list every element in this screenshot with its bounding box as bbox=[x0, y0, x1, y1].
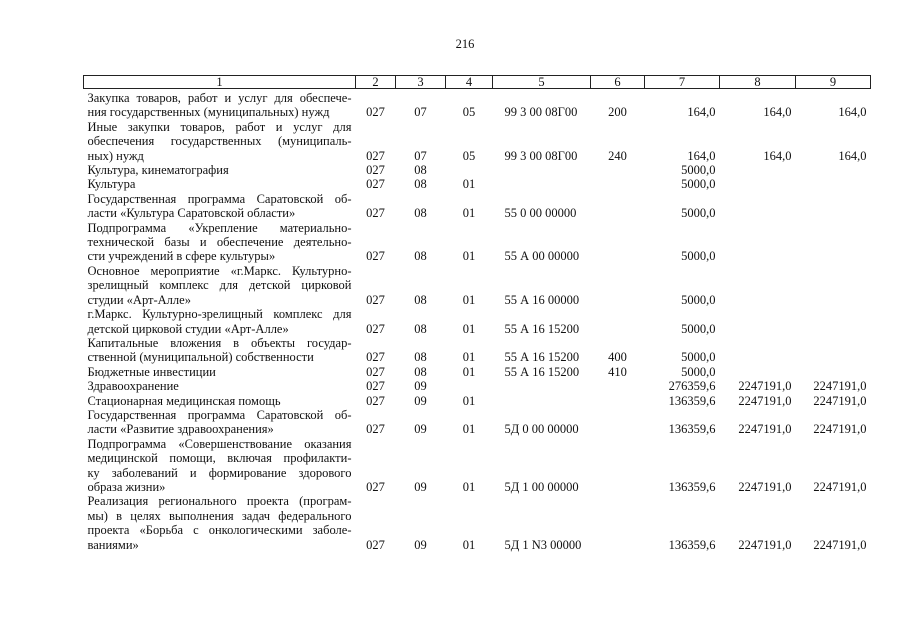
amount-col9 bbox=[796, 365, 871, 379]
amount-col8: 164,0 bbox=[763, 148, 792, 163]
section-code: 08 bbox=[414, 177, 427, 192]
section-code: 08 bbox=[414, 350, 427, 365]
header-cell: 5 bbox=[493, 76, 591, 89]
header-cell: 3 bbox=[396, 76, 446, 89]
description-line: Реализация регионального проекта (програм- bbox=[87, 494, 352, 509]
description-line: Иные закупки товаров, работ и услуг для bbox=[87, 119, 352, 134]
description-line: студии «Арт-Алле» bbox=[87, 292, 191, 307]
target-article-code: 5Д 1 N3 00000 bbox=[504, 537, 582, 552]
admin-code: 027 bbox=[366, 249, 385, 264]
amount-col8 bbox=[720, 307, 796, 336]
amount-col8: 2247191,0 bbox=[738, 379, 792, 394]
expense-type-code bbox=[591, 163, 645, 177]
row-description bbox=[84, 120, 356, 163]
amount-col9: 2247191,0 bbox=[813, 479, 867, 494]
amount-col9 bbox=[796, 264, 871, 307]
description-line: Стационарная медицинская помощь bbox=[87, 393, 281, 408]
row-description bbox=[84, 336, 356, 365]
description-line: Подпрограмма «Укрепление материально- bbox=[87, 220, 352, 235]
admin-code: 027 bbox=[366, 292, 385, 307]
row-description bbox=[84, 394, 356, 408]
target-article-code: 5Д 1 00 00000 bbox=[504, 479, 579, 494]
amount-col9 bbox=[796, 163, 871, 177]
section-code: 07 bbox=[414, 105, 427, 120]
row-description bbox=[84, 307, 356, 336]
amount-col8 bbox=[720, 163, 796, 177]
row-description bbox=[84, 437, 356, 495]
description-line: ласти «Культура Саратовской области» bbox=[87, 206, 296, 221]
table-row bbox=[84, 437, 871, 495]
subsection-code: 01 bbox=[462, 177, 476, 192]
amount-col8: 164,0 bbox=[763, 105, 792, 120]
budget-table bbox=[83, 75, 871, 552]
target-article-code bbox=[493, 394, 591, 408]
description-line: Государственная программа Саратовской об- bbox=[87, 407, 352, 422]
table-row bbox=[84, 365, 871, 379]
amount-col7: 5000,0 bbox=[681, 350, 716, 365]
table-row bbox=[84, 379, 871, 393]
expense-type-code: 240 bbox=[608, 148, 627, 163]
description-line: ния государственных (муниципальных) нужд bbox=[87, 105, 330, 120]
amount-col9: 2247191,0 bbox=[813, 379, 867, 394]
admin-code: 027 bbox=[366, 163, 385, 178]
expense-type-code bbox=[591, 221, 645, 264]
table-row bbox=[84, 264, 871, 307]
description-line: ку заболеваний и формирование здорового bbox=[87, 465, 352, 480]
target-article-code bbox=[493, 177, 591, 191]
subsection-code: 01 bbox=[462, 537, 476, 552]
section-code: 08 bbox=[414, 206, 427, 221]
row-description bbox=[84, 177, 356, 191]
row-description bbox=[84, 264, 356, 307]
description-line: детской цирковой студии «Арт-Алле» bbox=[87, 321, 289, 336]
subsection-code: 01 bbox=[462, 364, 476, 379]
description-line: Культура, кинематография bbox=[87, 163, 229, 178]
amount-col8 bbox=[720, 221, 796, 264]
row-description bbox=[84, 494, 356, 552]
expense-type-code bbox=[591, 177, 645, 191]
expense-type-code bbox=[591, 437, 645, 495]
description-line: медицинской помощи, включая профилакти- bbox=[87, 451, 352, 466]
description-line: обеспечения государственных (муниципаль- bbox=[87, 134, 352, 149]
amount-col7: 5000,0 bbox=[681, 206, 716, 221]
target-article-code: 55 А 16 15200 bbox=[504, 321, 580, 336]
amount-col8: 2247191,0 bbox=[738, 537, 792, 552]
description-line: проекта «Борьба с онкологическими заболе- bbox=[87, 523, 352, 538]
amount-col8: 2247191,0 bbox=[738, 422, 792, 437]
target-article-code: 99 3 00 08Г00 bbox=[504, 105, 578, 120]
header-cell: 1 bbox=[84, 76, 356, 89]
amount-col8 bbox=[720, 365, 796, 379]
subsection-code bbox=[446, 379, 493, 393]
table-row bbox=[84, 336, 871, 365]
amount-col8: 2247191,0 bbox=[738, 479, 792, 494]
row-description bbox=[84, 408, 356, 437]
table-row bbox=[84, 177, 871, 191]
subsection-code: 01 bbox=[462, 350, 476, 365]
table-row bbox=[84, 394, 871, 408]
admin-code: 027 bbox=[366, 393, 385, 408]
amount-col7: 5000,0 bbox=[681, 249, 716, 264]
section-code: 08 bbox=[414, 163, 427, 178]
subsection-code: 01 bbox=[462, 393, 476, 408]
admin-code: 027 bbox=[366, 148, 385, 163]
table-row bbox=[84, 89, 871, 120]
expense-type-code bbox=[591, 264, 645, 307]
row-description bbox=[84, 379, 356, 393]
amount-col9: 164,0 bbox=[838, 105, 867, 120]
description-line: зрелищный комплекс для детской цирковой bbox=[87, 278, 352, 293]
table-row bbox=[84, 307, 871, 336]
amount-col7: 5000,0 bbox=[681, 177, 716, 192]
admin-code: 027 bbox=[366, 364, 385, 379]
amount-col7: 276359,6 bbox=[668, 379, 716, 394]
target-article-code: 55 А 00 00000 bbox=[504, 249, 580, 264]
section-code: 09 bbox=[414, 479, 427, 494]
subsection-code: 05 bbox=[462, 105, 476, 120]
description-line: Бюджетные инвестиции bbox=[87, 364, 216, 379]
expense-type-code: 400 bbox=[608, 350, 627, 365]
amount-col8: 2247191,0 bbox=[738, 393, 792, 408]
admin-code: 027 bbox=[366, 350, 385, 365]
amount-col7: 164,0 bbox=[687, 148, 716, 163]
amount-col7: 136359,6 bbox=[668, 537, 716, 552]
amount-col8 bbox=[720, 177, 796, 191]
header-row bbox=[84, 76, 871, 89]
target-article-code bbox=[493, 163, 591, 177]
description-line: г.Маркс. Культурно-зрелищный комплекс для bbox=[87, 307, 352, 322]
amount-col7: 164,0 bbox=[687, 105, 716, 120]
admin-code: 027 bbox=[366, 537, 385, 552]
amount-col7: 5000,0 bbox=[681, 364, 716, 379]
admin-code: 027 bbox=[366, 321, 385, 336]
admin-code: 027 bbox=[366, 422, 385, 437]
description-line: сти учреждений в сфере культуры» bbox=[87, 249, 276, 264]
header-cell: 9 bbox=[796, 76, 871, 89]
target-article-code: 99 3 00 08Г00 bbox=[504, 148, 578, 163]
expense-type-code bbox=[591, 408, 645, 437]
description-line: Подпрограмма «Совершенствование оказания bbox=[87, 436, 352, 451]
subsection-code: 01 bbox=[462, 249, 476, 264]
row-description bbox=[84, 89, 356, 120]
table-row bbox=[84, 192, 871, 221]
amount-col9: 2247191,0 bbox=[813, 422, 867, 437]
amount-col7: 5000,0 bbox=[681, 163, 716, 178]
expense-type-code: 200 bbox=[608, 105, 627, 120]
table-row bbox=[84, 221, 871, 264]
amount-col7: 5000,0 bbox=[681, 321, 716, 336]
amount-col7: 136359,6 bbox=[668, 393, 716, 408]
description-line: мы) в целях выполнения задач федерального bbox=[87, 508, 352, 523]
amount-col9 bbox=[796, 221, 871, 264]
section-code: 08 bbox=[414, 292, 427, 307]
description-line: ваниями» bbox=[87, 537, 139, 552]
description-line: ственной (муниципальной) собственности bbox=[87, 350, 314, 365]
amount-col9 bbox=[796, 192, 871, 221]
header-cell: 7 bbox=[645, 76, 720, 89]
amount-col9 bbox=[796, 177, 871, 191]
description-line: Основное мероприятие «г.Маркс. Культурно- bbox=[87, 263, 352, 278]
row-description bbox=[84, 365, 356, 379]
target-article-code: 5Д 0 00 00000 bbox=[504, 422, 579, 437]
amount-col8 bbox=[720, 264, 796, 307]
header-cell: 8 bbox=[720, 76, 796, 89]
section-code: 09 bbox=[414, 379, 427, 394]
description-line: Капитальные вложения в объекты государ- bbox=[87, 335, 352, 350]
amount-col9 bbox=[796, 336, 871, 365]
amount-col9: 164,0 bbox=[838, 148, 867, 163]
expense-type-code bbox=[591, 192, 645, 221]
subsection-code: 01 bbox=[462, 292, 476, 307]
table-body bbox=[84, 89, 871, 553]
header-cell: 2 bbox=[356, 76, 396, 89]
admin-code: 027 bbox=[366, 105, 385, 120]
subsection-code: 05 bbox=[462, 148, 476, 163]
table-row bbox=[84, 408, 871, 437]
admin-code: 027 bbox=[366, 206, 385, 221]
amount-col8 bbox=[720, 336, 796, 365]
target-article-code: 55 А 16 15200 bbox=[504, 364, 580, 379]
header-cell: 6 bbox=[591, 76, 645, 89]
target-article-code bbox=[493, 379, 591, 393]
section-code: 08 bbox=[414, 321, 427, 336]
amount-col9: 2247191,0 bbox=[813, 393, 867, 408]
row-description bbox=[84, 163, 356, 177]
description-line: Закупка товаров, работ и услуг для обеспече- bbox=[87, 91, 352, 105]
target-article-code: 55 А 16 15200 bbox=[504, 350, 580, 365]
description-line: Государственная программа Саратовской об- bbox=[87, 191, 352, 206]
amount-col9 bbox=[796, 307, 871, 336]
row-description bbox=[84, 221, 356, 264]
admin-code: 027 bbox=[366, 479, 385, 494]
section-code: 09 bbox=[414, 422, 427, 437]
expense-type-code bbox=[591, 379, 645, 393]
subsection-code: 01 bbox=[462, 321, 476, 336]
expense-type-code bbox=[591, 494, 645, 552]
amount-col7: 136359,6 bbox=[668, 479, 716, 494]
subsection-code: 01 bbox=[462, 206, 476, 221]
description-line: ласти «Развитие здравоохранения» bbox=[87, 422, 274, 437]
table-row bbox=[84, 120, 871, 163]
header-cell: 4 bbox=[446, 76, 493, 89]
description-line: ных) нужд bbox=[87, 148, 144, 163]
row-description bbox=[84, 192, 356, 221]
subsection-code bbox=[446, 163, 493, 177]
target-article-code: 55 0 00 00000 bbox=[504, 206, 577, 221]
description-line: образа жизни» bbox=[87, 479, 166, 494]
section-code: 07 bbox=[414, 148, 427, 163]
page-number: 216 bbox=[455, 37, 475, 51]
subsection-code: 01 bbox=[462, 422, 476, 437]
description-line: Здравоохранение bbox=[87, 379, 179, 394]
section-code: 09 bbox=[414, 537, 427, 552]
section-code: 08 bbox=[414, 364, 427, 379]
admin-code: 027 bbox=[366, 379, 385, 394]
expense-type-code: 410 bbox=[608, 364, 627, 379]
description-line: Культура bbox=[87, 177, 136, 192]
target-article-code: 55 А 16 00000 bbox=[504, 292, 580, 307]
amount-col9: 2247191,0 bbox=[813, 537, 867, 552]
expense-type-code bbox=[591, 307, 645, 336]
table-row bbox=[84, 494, 871, 552]
amount-col7: 136359,6 bbox=[668, 422, 716, 437]
expense-type-code bbox=[591, 394, 645, 408]
subsection-code: 01 bbox=[462, 479, 476, 494]
section-code: 08 bbox=[414, 249, 427, 264]
description-line: технической базы и обеспечение деятельно- bbox=[87, 235, 352, 250]
table-row bbox=[84, 163, 871, 177]
section-code: 09 bbox=[414, 393, 427, 408]
amount-col8 bbox=[720, 192, 796, 221]
amount-col7: 5000,0 bbox=[681, 292, 716, 307]
admin-code: 027 bbox=[366, 177, 385, 192]
